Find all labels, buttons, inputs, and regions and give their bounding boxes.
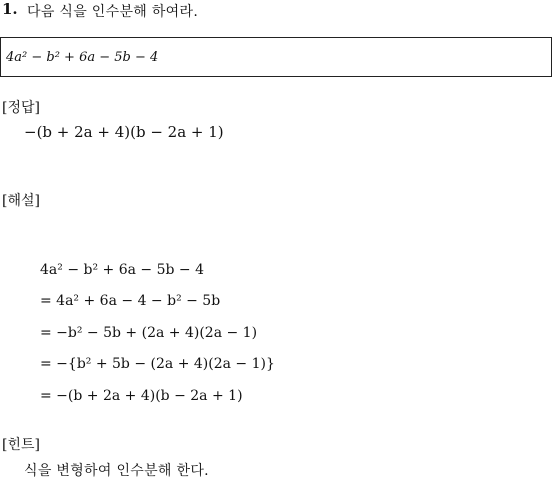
explanation-step: = −(b + 2a + 4)(b − 2a + 1) [40,388,243,404]
hint-text: 식을 변형하여 인수분해 한다. [24,463,209,479]
question-prompt: 다음 식을 인수분해 하여라. [27,4,199,20]
question-number: 1. [2,0,18,18]
explanation-step: = −b² − 5b + (2a + 4)(2a − 1) [40,325,258,341]
explanation-step: = −{b² + 5b − (2a + 4)(2a − 1)} [40,356,275,372]
explanation-step: = 4a² + 6a − 4 − b² − 5b [40,293,221,309]
explanation-label: [해설] [2,193,40,209]
problem-expression: 4a² − b² + 6a − 5b − 4 [6,50,159,65]
answer-expression: −(b + 2a + 4)(b − 2a + 1) [24,123,224,141]
hint-label: [힌트] [2,437,40,453]
explanation-step: 4a² − b² + 6a − 5b − 4 [40,262,204,278]
answer-label: [정답] [2,100,40,116]
